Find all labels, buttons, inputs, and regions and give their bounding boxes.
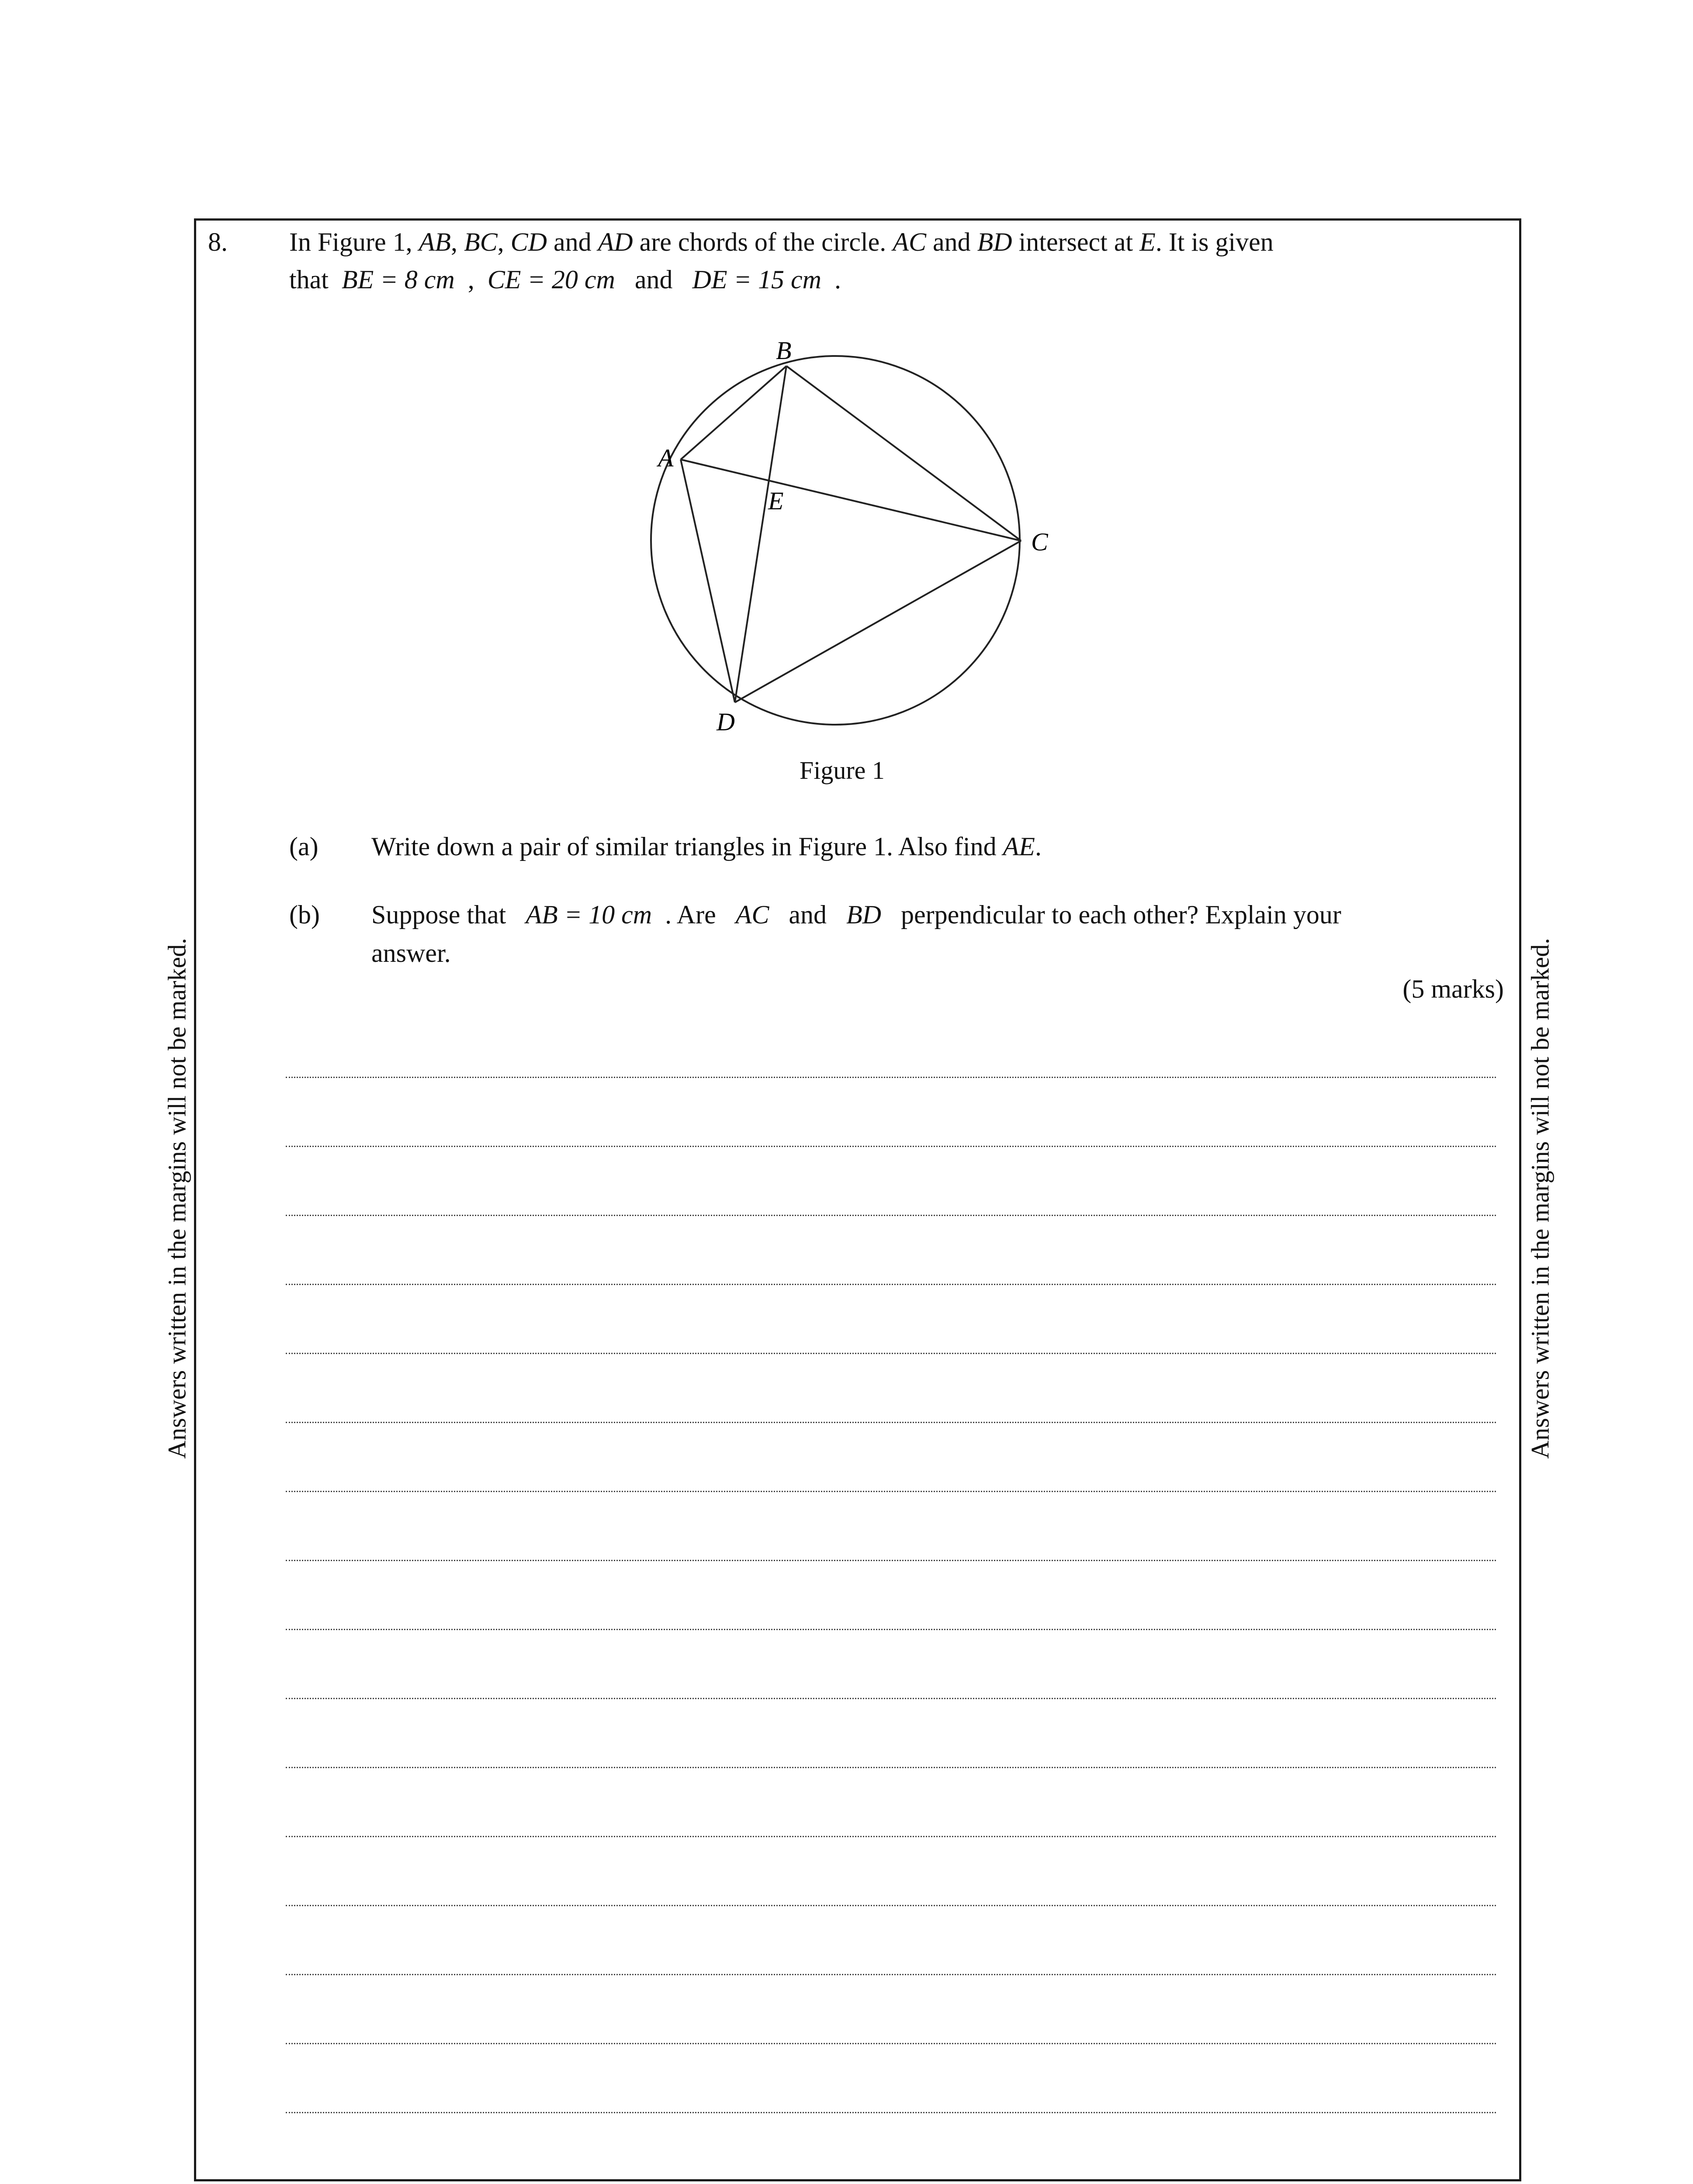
text: . Are <box>665 900 716 929</box>
text: . <box>834 265 841 294</box>
answer-line[interactable] <box>286 1284 1496 1285</box>
part-b-text-line-2: answer. <box>371 939 451 968</box>
chord-ad <box>681 460 735 702</box>
given-de: DE = 15 cm <box>692 265 821 294</box>
text: Write down a pair of similar triangles in Figure 1. Also find <box>371 832 997 861</box>
comma: , <box>497 228 504 256</box>
chord-bc <box>786 366 1021 541</box>
answer-line[interactable] <box>286 2043 1496 2044</box>
answer-line[interactable] <box>286 1767 1496 1768</box>
var-e: E <box>1139 228 1156 256</box>
var-ab: AB <box>419 228 451 256</box>
comma: , <box>450 228 457 256</box>
text: are chords of the circle. <box>639 228 886 256</box>
label-e: E <box>768 487 784 515</box>
label-a: A <box>658 444 674 472</box>
var-ac: AC <box>735 900 769 929</box>
text: and <box>634 265 673 294</box>
part-b-text-line-1 <box>371 900 1341 930</box>
given-ab: AB = 10 cm <box>526 900 652 929</box>
text: . It is given <box>1155 228 1274 256</box>
text: . <box>1035 832 1042 861</box>
label-d: D <box>717 708 735 736</box>
answer-line[interactable] <box>286 1836 1496 1837</box>
given-ce: CE = 20 cm <box>487 265 615 294</box>
answer-line[interactable] <box>286 1974 1496 1975</box>
text: In Figure 1, <box>289 228 412 256</box>
text: Suppose that <box>371 900 506 929</box>
answer-line[interactable] <box>286 1560 1496 1561</box>
comma: , <box>467 265 474 294</box>
label-b: B <box>776 336 792 365</box>
var-ae: AE <box>1003 832 1035 861</box>
answer-line[interactable] <box>286 1353 1496 1354</box>
var-bc: BC <box>464 228 498 256</box>
question-text-line-1 <box>289 227 1274 257</box>
text: and <box>789 900 827 929</box>
label-c: C <box>1031 528 1048 556</box>
part-b-label: (b) <box>289 900 320 929</box>
given-be: BE = 8 cm <box>341 265 455 294</box>
question-text-line-2 <box>289 265 841 295</box>
answer-line[interactable] <box>286 1215 1496 1216</box>
answer-line[interactable] <box>286 1629 1496 1630</box>
var-bd: BD <box>846 900 882 929</box>
figure-1-diagram <box>647 332 1062 743</box>
chord-cd <box>735 541 1021 702</box>
figure-caption: Figure 1 <box>800 756 885 784</box>
answer-line[interactable] <box>286 1077 1496 1078</box>
text: and <box>932 228 971 256</box>
answer-line[interactable] <box>286 2112 1496 2113</box>
answer-line[interactable] <box>286 1491 1496 1492</box>
answer-line[interactable] <box>286 1698 1496 1699</box>
var-ac: AC <box>893 228 926 256</box>
left-margin-note: Answers written in the margins will not be marked. <box>163 938 191 1459</box>
part-a-text <box>371 832 1042 862</box>
var-bd: BD <box>977 228 1012 256</box>
answer-line[interactable] <box>286 1422 1496 1423</box>
question-number: 8. <box>208 228 228 256</box>
var-ad: AD <box>598 228 633 256</box>
chord-ac <box>681 460 1021 541</box>
chord-ab <box>681 366 786 460</box>
var-cd: CD <box>510 228 547 256</box>
part-a-label: (a) <box>289 832 319 861</box>
marks-label: (5 marks) <box>1402 975 1504 1003</box>
answer-line[interactable] <box>286 1905 1496 1906</box>
text: intersect at <box>1018 228 1133 256</box>
text: that <box>289 265 329 294</box>
text: perpendicular to each other? Explain your <box>901 900 1341 929</box>
right-margin-note: Answers written in the margins will not be marked. <box>1526 938 1555 1459</box>
text: and <box>553 228 592 256</box>
circle <box>651 356 1020 725</box>
chord-bd <box>735 366 786 702</box>
answer-line[interactable] <box>286 1146 1496 1147</box>
